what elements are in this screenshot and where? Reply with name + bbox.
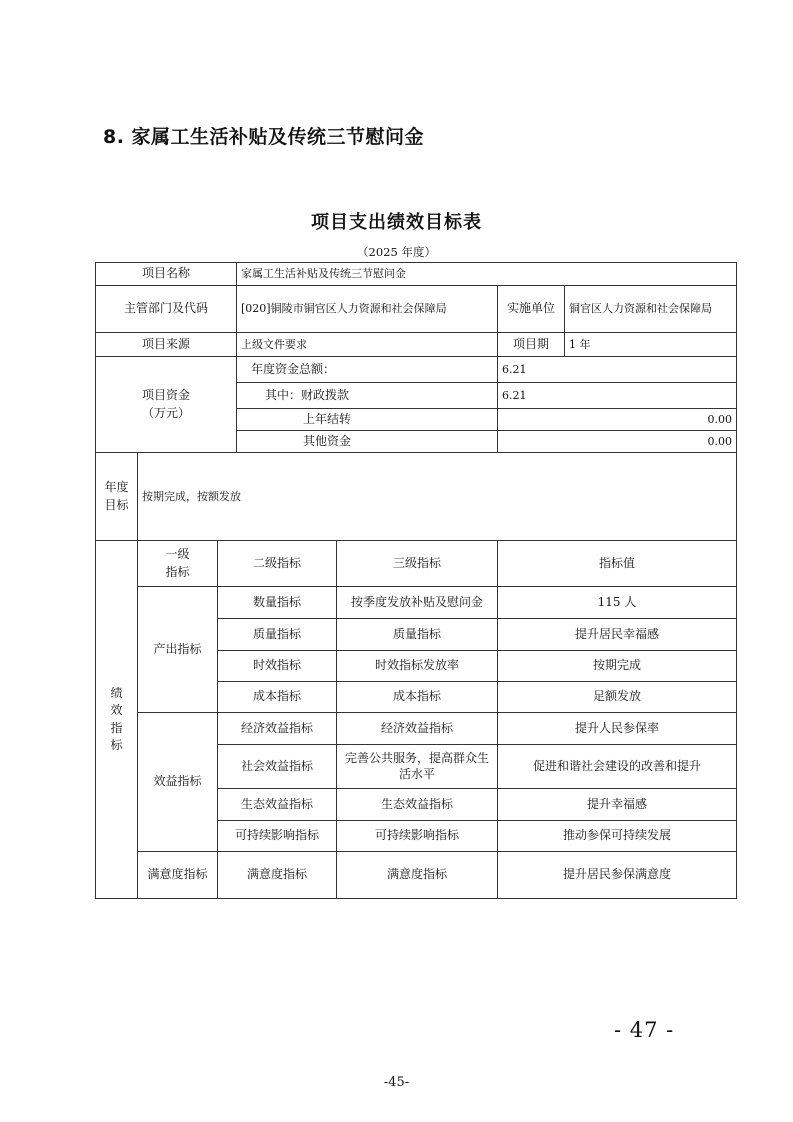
level2-cell: 生态效益指标 xyxy=(218,789,337,821)
funds-fiscal-label: 其中：财政拨款 xyxy=(237,383,498,409)
value-cell: 按期完成 xyxy=(498,651,737,682)
level2-cell: 数量指标 xyxy=(218,587,337,619)
level2-cell: 可持续影响指标 xyxy=(218,821,337,852)
level2-cell: 满意度指标 xyxy=(218,852,337,899)
value-cell: 115 人 xyxy=(498,587,737,619)
row-department xyxy=(96,286,737,333)
perf-label-char: 指 xyxy=(110,720,123,735)
row-annual-goal xyxy=(96,453,737,541)
level2-cell: 质量指标 xyxy=(218,619,337,651)
impl-unit-value: 铜官区人力资源和社会保障局 xyxy=(565,286,737,333)
row-perf-header xyxy=(96,541,737,587)
level2-cell: 经济效益指标 xyxy=(218,713,337,745)
goal-value: 按期完成，按额发放 xyxy=(138,453,737,541)
department-label: 主管部门及代码 xyxy=(96,286,237,333)
project-name-value: 家属工生活补贴及传统三节慰问金 xyxy=(237,263,737,286)
header-level1 xyxy=(138,541,218,587)
header-level2: 二级指标 xyxy=(218,541,337,587)
funds-label-line1: 项目资金 xyxy=(142,388,191,403)
level3-cell: 生态效益指标 xyxy=(337,789,498,821)
perf-label-char: 效 xyxy=(110,703,123,718)
funds-other-value: 0.00 xyxy=(498,431,737,453)
project-name-label: 项目名称 xyxy=(96,263,237,286)
level3-cell: 可持续影响指标 xyxy=(337,821,498,852)
funds-total-value: 6.21 xyxy=(498,357,737,383)
value-cell: 足额发放 xyxy=(498,682,737,713)
level3-cell: 满意度指标 xyxy=(337,852,498,899)
level3-cell: 按季度发放补贴及慰问金 xyxy=(337,587,498,619)
source-label: 项目来源 xyxy=(96,333,237,357)
value-cell: 提升幸福感 xyxy=(498,789,737,821)
level3-cell: 成本指标 xyxy=(337,682,498,713)
footer-page-number: -45- xyxy=(383,1075,410,1090)
funds-other-label: 其他资金 xyxy=(237,431,498,453)
page-number: - 47 - xyxy=(614,1018,675,1042)
funds-label xyxy=(96,357,237,453)
level3-cell: 完善公共服务，提高群众生活水平 xyxy=(337,745,498,789)
level3-cell: 时效指标发放率 xyxy=(337,651,498,682)
header-level1-line1: 一级 xyxy=(165,547,190,562)
performance-target-table xyxy=(95,262,737,899)
funds-carryover-value: 0.00 xyxy=(498,409,737,431)
level2-cell: 社会效益指标 xyxy=(218,745,337,789)
funds-total-label: 年度资金总额： xyxy=(237,357,498,383)
satisfaction-indicator-label: 满意度指标 xyxy=(138,852,218,899)
period-value: 1 年 xyxy=(565,333,737,357)
row-funds-total xyxy=(96,357,737,383)
goal-label-line2: 目标 xyxy=(104,497,129,512)
level3-cell: 质量指标 xyxy=(337,619,498,651)
row-source xyxy=(96,333,737,357)
funds-carryover-label: 上年结转 xyxy=(237,409,498,431)
table-title: 项目支出绩效目标表 xyxy=(311,212,482,233)
benefit-indicator-label: 效益指标 xyxy=(138,713,218,852)
perf-label-char: 标 xyxy=(110,737,123,752)
value-cell: 提升人民参保率 xyxy=(498,713,737,745)
goal-label-line1: 年度 xyxy=(104,480,129,495)
funds-fiscal-value: 6.21 xyxy=(498,383,737,409)
department-value: [020]铜陵市铜官区人力资源和社会保障局 xyxy=(237,286,498,333)
output-indicator-label: 产出指标 xyxy=(138,587,218,713)
perf-indicator-label xyxy=(96,541,138,899)
value-cell: 提升居民参保满意度 xyxy=(498,852,737,899)
source-value: 上级文件要求 xyxy=(237,333,498,357)
table-row xyxy=(96,852,737,899)
perf-label-char: 绩 xyxy=(110,685,123,700)
level2-cell: 成本指标 xyxy=(218,682,337,713)
level2-cell: 时效指标 xyxy=(218,651,337,682)
header-value: 指标值 xyxy=(498,541,737,587)
table-row xyxy=(96,587,737,619)
funds-label-line2: （万元） xyxy=(142,405,191,420)
header-level1-line2: 指标 xyxy=(165,564,190,579)
impl-unit-label: 实施单位 xyxy=(498,286,565,333)
level3-cell: 经济效益指标 xyxy=(337,713,498,745)
year-label: （2025 年度） xyxy=(357,245,436,259)
row-project-name xyxy=(96,263,737,286)
value-cell: 提升居民幸福感 xyxy=(498,619,737,651)
value-cell: 促进和谐社会建设的改善和提升 xyxy=(498,745,737,789)
section-heading: 8. 家属工生活补贴及传统三节慰问金 xyxy=(103,126,425,148)
value-cell: 推动参保可持续发展 xyxy=(498,821,737,852)
table-row xyxy=(96,713,737,745)
period-label: 项目期 xyxy=(498,333,565,357)
goal-label xyxy=(96,453,138,541)
header-level3: 三级指标 xyxy=(337,541,498,587)
